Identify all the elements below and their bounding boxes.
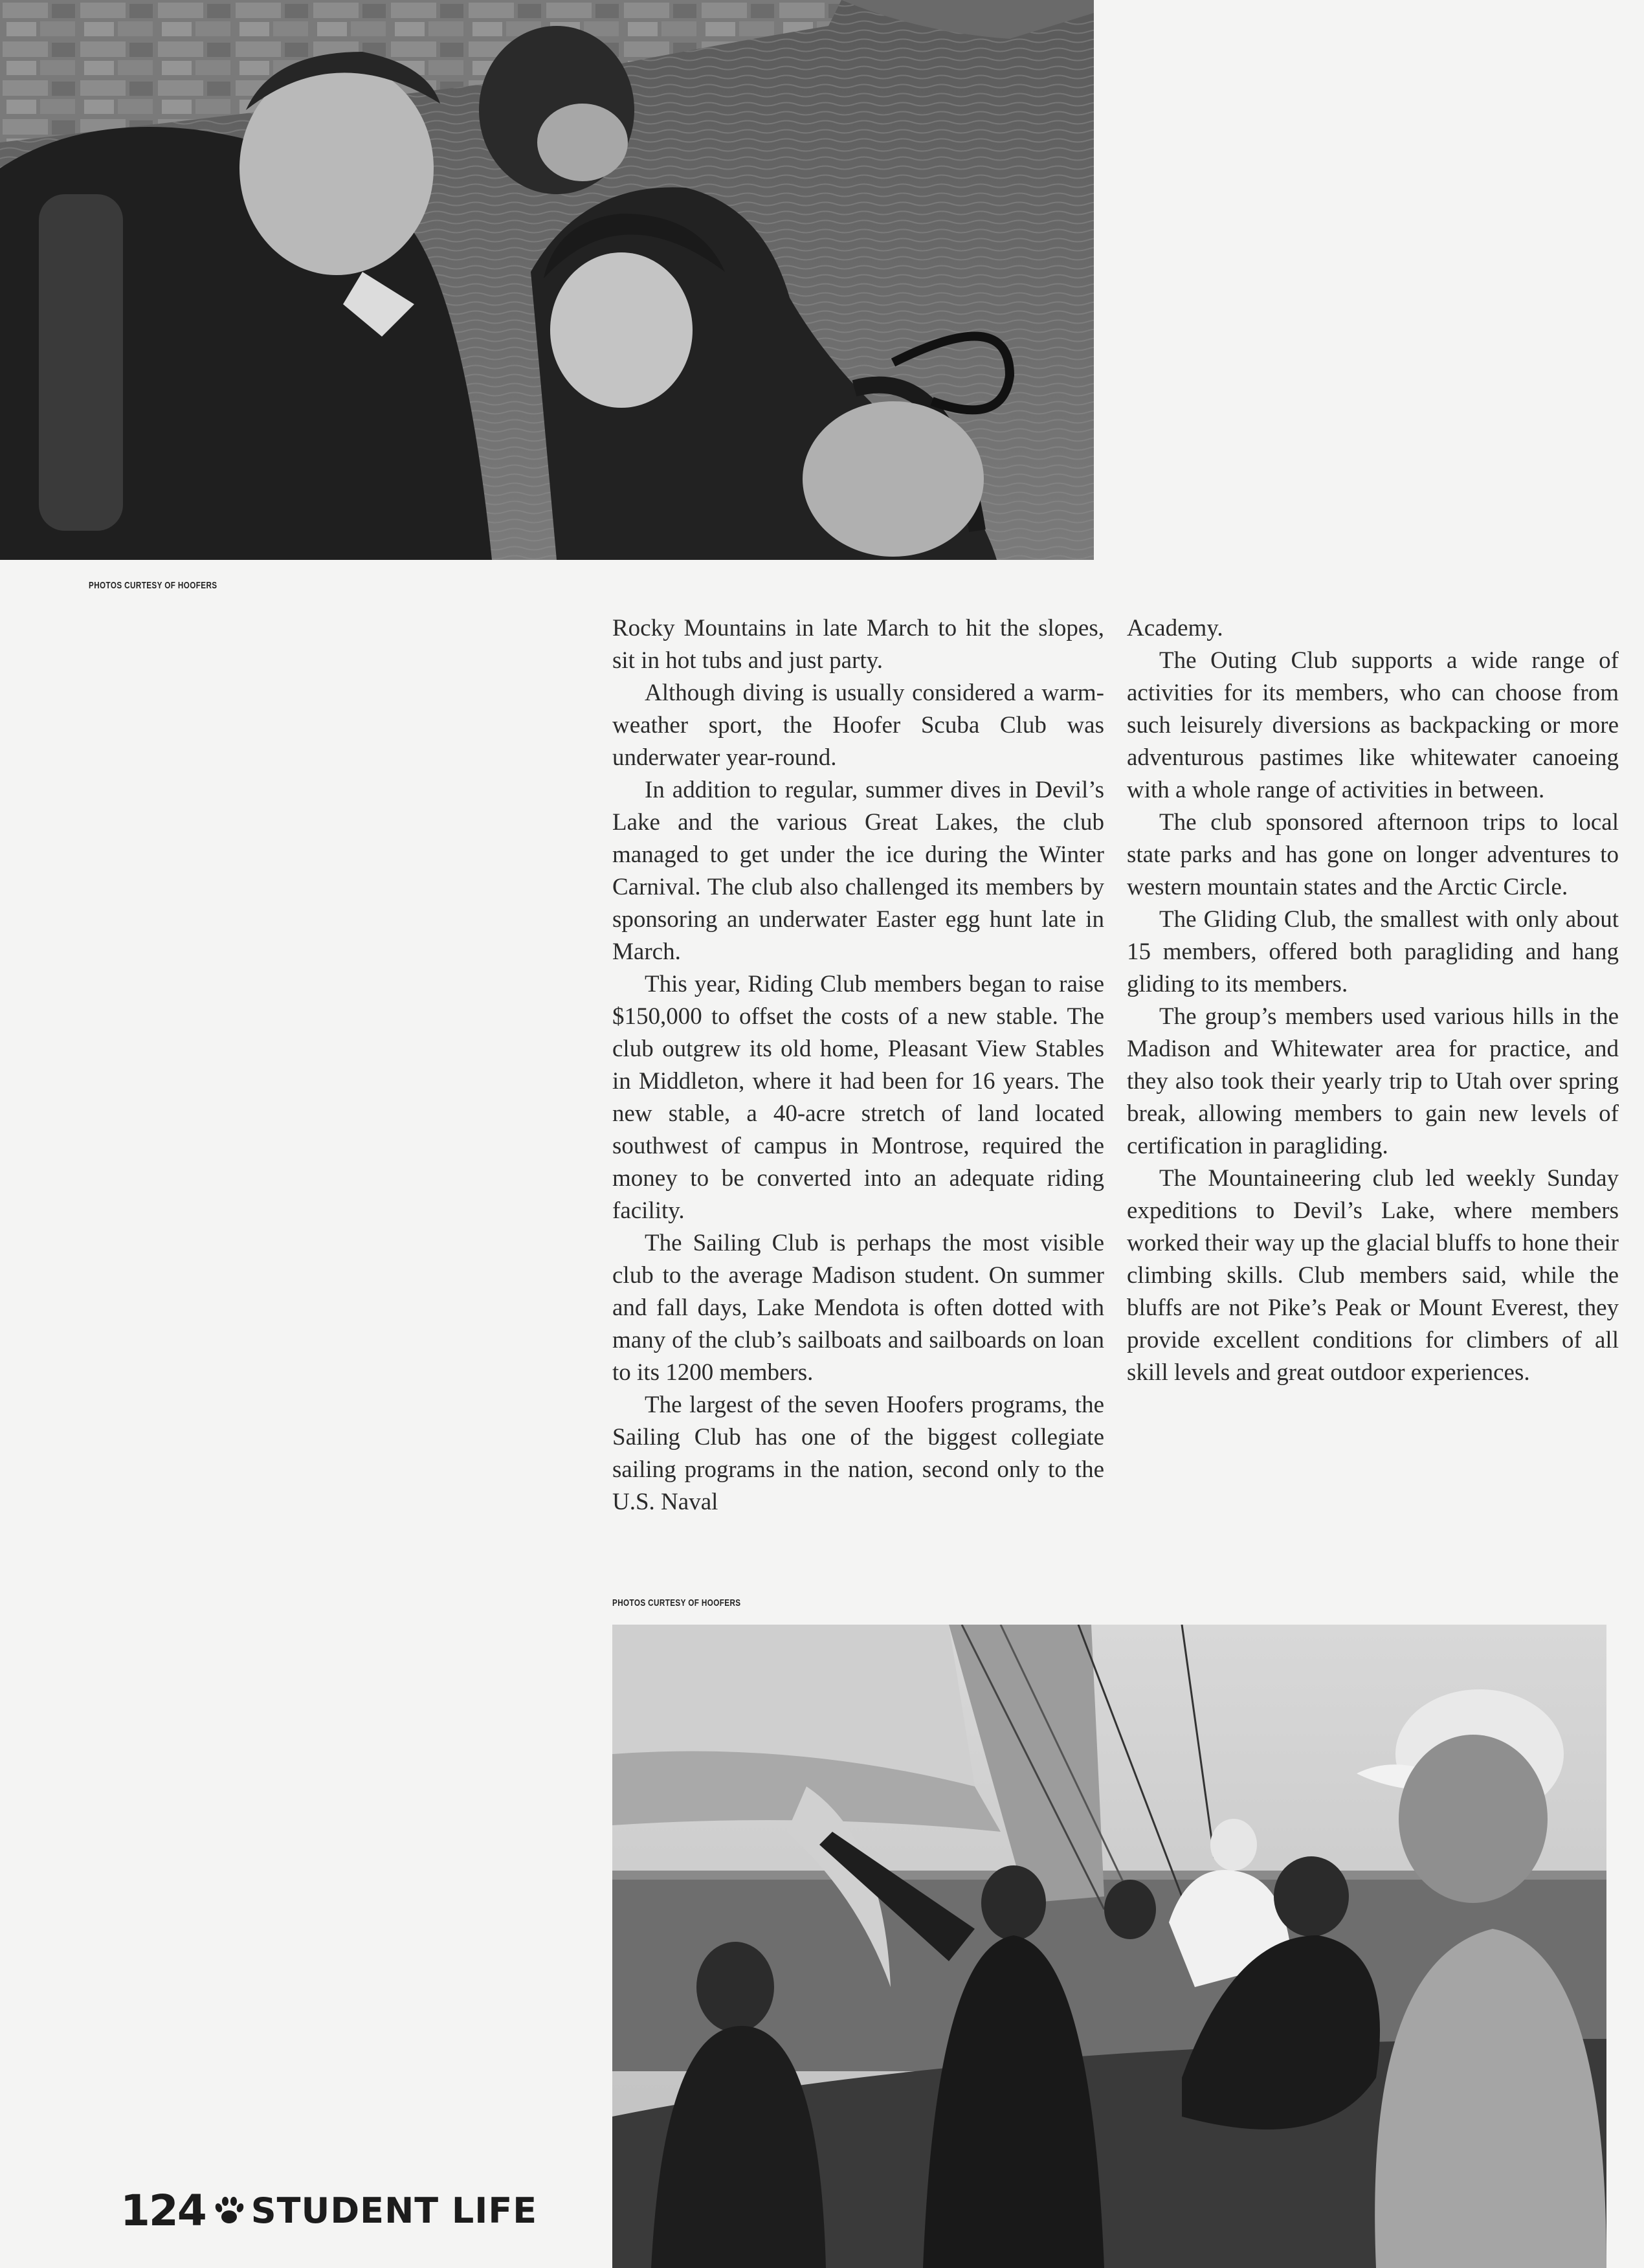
article-column-left <box>612 612 1104 1518</box>
section-title: STUDENT LIFE <box>250 2190 538 2231</box>
article-paragraph: The Gliding Club, the smallest with only about 15 members, offered both paragliding and hang gliding to its members. <box>1127 906 1619 997</box>
paw-icon <box>212 2195 246 2226</box>
page-footer <box>120 2185 537 2236</box>
page-number: 124 <box>120 2185 206 2236</box>
article-paragraph: Rocky Mountains in late March to hit the slopes, sit in hot tubs and just party. <box>612 615 1104 674</box>
photo-credit: PHOTOS CURTESY OF HOOFERS <box>612 1597 741 1608</box>
sailing-club-photo <box>612 1625 1606 2268</box>
article-paragraph: Academy. <box>1127 615 1223 641</box>
article-paragraph: The Sailing Club is perhaps the most visible club to the average Madison student. On summer and fall days, Lake Mendota is often dotted with many of the club’s sailboats and sailboards on loan to its 1200 members. <box>612 1230 1104 1386</box>
article-paragraph: The group’s members used various hills in the Madison and Whitewater area for practice, and they also took their yearly trip to Utah over spring break, allowing members to gain new levels of certification in paragliding. <box>1127 1003 1619 1159</box>
article-paragraph: The largest of the seven Hoofers programs, the Sailing Club has one of the biggest collegiate sailing programs in the nation, second only to the U.S. Naval <box>612 1392 1104 1515</box>
scuba-divers-photo <box>0 0 1094 560</box>
article-paragraph: The Mountaineering club led weekly Sunday expeditions to Devil’s Lake, where members worked their way up the glacial bluffs to hone their climbing skills. Club members said, while the bluffs are not Pike’s Peak or Mount Everest, they provide excellent conditions for climbers of all skill levels and great outdoor experiences. <box>1127 1165 1619 1386</box>
article-paragraph: The club sponsored afternoon trips to local state parks and has gone on longer adventures to western mountain states and the Arctic Circle. <box>1127 809 1619 900</box>
photo-credit: PHOTOS CURTESY OF HOOFERS <box>89 580 217 591</box>
article-paragraph: The Outing Club supports a wide range of activities for its members, who can choose from such leisurely diversions as backpacking or more adventurous pastimes like whitewater canoeing with a whole range of activities in between. <box>1127 647 1619 803</box>
article-paragraph: In addition to regular, summer dives in Devil’s Lake and the various Great Lakes, the club managed to get under the ice during the Winter Carnival. The club also challenged its members by sponsoring an underwater Easter egg hunt late in March. <box>612 777 1104 965</box>
article-paragraph: This year, Riding Club members began to raise $150,000 to offset the costs of a new stable. The club outgrew its old home, Pleasant View Stables in Middleton, where it had been for 16 years. The new stable, a 40-acre stretch of land located southwest of campus in Montrose, required the money to be converted into an adequate riding facility. <box>612 971 1104 1224</box>
article-column-right <box>1127 612 1619 1389</box>
article-paragraph: Although diving is usually considered a warm-weather sport, the Hoofer Scuba Club was underwater year-round. <box>612 680 1104 771</box>
